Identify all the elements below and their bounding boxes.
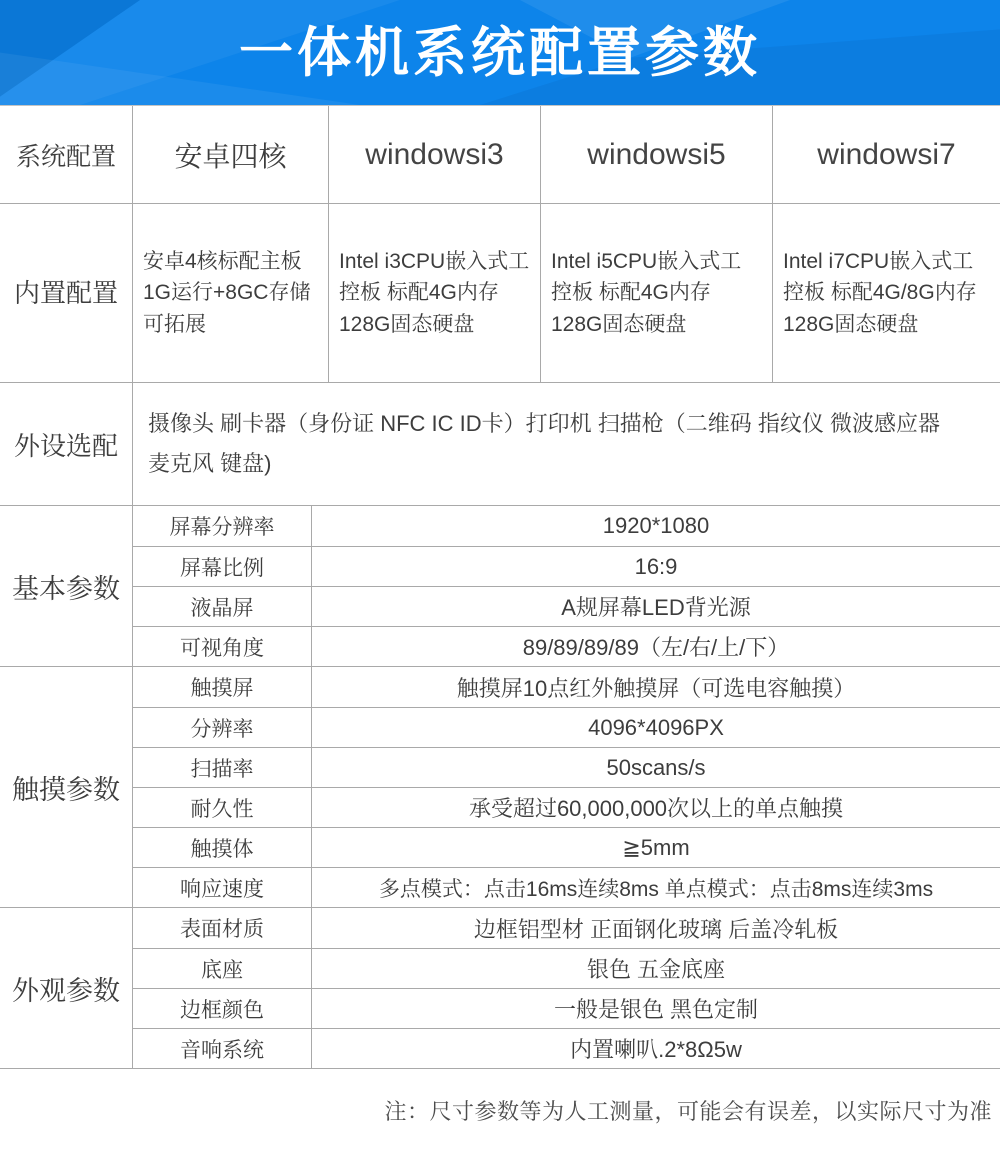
spec-row-lcd-panel (133, 586, 1000, 626)
column-windows-i3: windowsi3 (328, 106, 540, 203)
spec-row-viewing-angle (133, 626, 1000, 666)
column-android-quadcore: 安卓四核 (132, 106, 328, 203)
spec-value: 1920*1080 (311, 506, 1000, 546)
builtin-android-cell: 安卓4核标配主板 1G运行+8GC存储 可拓展 (132, 204, 328, 382)
spec-value: 多点模式：点击16ms连续8ms 单点模式：点击8ms连续3ms (311, 868, 1000, 907)
column-windows-i5: windowsi5 (540, 106, 772, 203)
spec-row-surface-material (133, 908, 1000, 948)
spec-name: 触摸体 (190, 837, 254, 861)
spec-name: 音响系统 (180, 1038, 264, 1062)
basic-params-label: 基本参数 (12, 573, 120, 604)
header-banner (0, 0, 1000, 105)
spec-table (0, 105, 1000, 1069)
spec-value: 89/89/89/89（左/右/上/下） (311, 627, 1000, 666)
spec-value: 50scans/s (311, 748, 1000, 787)
spec-row-response-speed (133, 867, 1000, 907)
measurement-disclaimer-note: 注：尺寸参数等为人工测量，可能会有误差，以实际尺寸为准 (384, 1099, 992, 1124)
basic-params-section (0, 506, 1000, 667)
spec-value: 内置喇叭.2*8Ω5w (311, 1029, 1000, 1068)
basic-params-rows (132, 506, 1000, 666)
spec-value: A规屏幕LED背光源 (311, 587, 1000, 626)
appearance-params-rows (132, 908, 1000, 1068)
page-title: 一体机系统配置参数 (239, 22, 761, 83)
system-config-label: 系统配置 (15, 142, 116, 171)
appearance-params-section (0, 908, 1000, 1069)
touch-params-label: 触摸参数 (12, 774, 120, 805)
appearance-params-label: 外观参数 (12, 975, 120, 1006)
spec-row-aspect-ratio (133, 546, 1000, 586)
spec-name: 表面材质 (180, 918, 264, 941)
spec-value: 一般是银色 黑色定制 (311, 989, 1000, 1028)
system-config-row (0, 106, 1000, 204)
peripheral-options-value: 摄像头 刷卡器（身份证 NFC IC ID卡）打印机 扫描枪（二维码 指纹仪 微波感应器 麦克风 键盘) (132, 383, 1000, 505)
spec-value: ≧5mm (311, 828, 1000, 867)
spec-row-base (133, 948, 1000, 988)
spec-row-sound-system (133, 1028, 1000, 1068)
spec-name: 边框颜色 (180, 998, 264, 1022)
spec-value: 承受超过60,000,000次以上的单点触摸 (311, 788, 1000, 827)
spec-row-scan-rate (133, 747, 1000, 787)
spec-name: 响应速度 (180, 877, 264, 901)
spec-row-touch-object (133, 827, 1000, 867)
column-windows-i7: windowsi7 (772, 106, 1000, 203)
spec-value: 边框铝型材 正面钢化玻璃 后盖冷轧板 (311, 908, 1000, 948)
spec-value: 银色 五金底座 (311, 949, 1000, 988)
spec-name: 屏幕比例 (180, 556, 264, 580)
spec-row-screen-resolution (133, 506, 1000, 546)
spec-name: 底座 (201, 958, 243, 982)
spec-name: 触摸屏 (190, 677, 254, 700)
spec-value: 触摸屏10点红外触摸屏（可选电容触摸） (311, 667, 1000, 707)
peripheral-options-row (0, 383, 1000, 506)
builtin-i5-cell: Intel i5CPU嵌入式工控板 标配4G内存 128G固态硬盘 (540, 204, 772, 382)
touch-params-rows (132, 667, 1000, 907)
spec-row-touch-screen (133, 667, 1000, 707)
builtin-config-row (0, 204, 1000, 383)
spec-name: 扫描率 (190, 757, 254, 781)
spec-row-durability (133, 787, 1000, 827)
spec-name: 液晶屏 (190, 596, 254, 620)
spec-row-touch-resolution (133, 707, 1000, 747)
touch-params-section (0, 667, 1000, 908)
builtin-i7-cell: Intel i7CPU嵌入式工控板 标配4G/8G内存 128G固态硬盘 (772, 204, 1000, 382)
spec-value: 4096*4096PX (311, 708, 1000, 747)
spec-value: 16:9 (311, 547, 1000, 586)
spec-name: 可视角度 (180, 636, 264, 660)
builtin-i3-cell: Intel i3CPU嵌入式工控板 标配4G内存 128G固态硬盘 (328, 204, 540, 382)
builtin-config-label: 内置配置 (13, 277, 118, 308)
spec-name: 屏幕分辨率 (169, 516, 275, 539)
spec-row-frame-color (133, 988, 1000, 1028)
spec-name: 耐久性 (190, 797, 254, 821)
peripheral-options-label: 外设选配 (13, 430, 118, 461)
spec-name: 分辨率 (190, 717, 254, 741)
